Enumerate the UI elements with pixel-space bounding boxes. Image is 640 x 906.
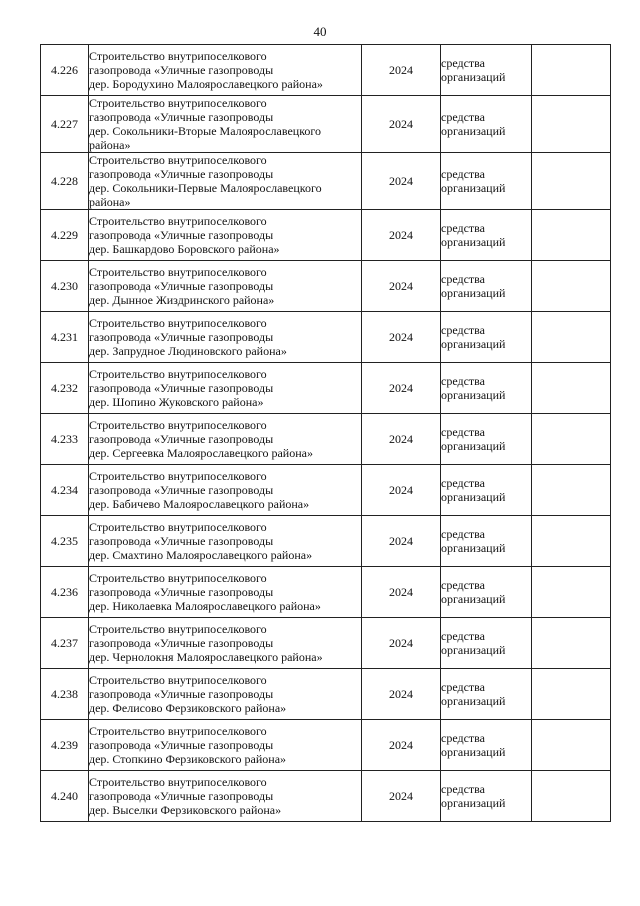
row-number: 4.237 bbox=[41, 618, 89, 669]
table-row bbox=[41, 96, 611, 153]
project-description bbox=[89, 618, 362, 669]
description-line: Строительство внутрипоселкового bbox=[89, 265, 267, 279]
description-line: Строительство внутрипоселкового bbox=[89, 520, 267, 534]
funding-source-line: средства bbox=[441, 782, 486, 796]
empty-cell bbox=[532, 210, 611, 261]
funding-source-line: средства bbox=[441, 323, 486, 337]
project-description bbox=[89, 771, 362, 822]
description-line: дер. Бабичево Малоярославецкого района» bbox=[89, 497, 310, 511]
project-description bbox=[89, 96, 362, 153]
year-cell: 2024 bbox=[362, 516, 441, 567]
funding-source-line: средства bbox=[441, 578, 486, 592]
empty-cell bbox=[532, 567, 611, 618]
funding-source bbox=[441, 96, 532, 153]
funding-source-line: средства bbox=[441, 110, 486, 124]
description-line: газопровода «Уличные газопроводы bbox=[89, 738, 274, 752]
empty-cell bbox=[532, 45, 611, 96]
description-line: района» bbox=[89, 195, 131, 209]
year-cell: 2024 bbox=[362, 261, 441, 312]
table-row bbox=[41, 261, 611, 312]
table-body bbox=[41, 45, 611, 822]
table-row bbox=[41, 669, 611, 720]
funding-source-line: организаций bbox=[441, 181, 506, 195]
funding-source-line: средства bbox=[441, 56, 486, 70]
table-row bbox=[41, 312, 611, 363]
description-line: дер. Смахтино Малоярославецкого района» bbox=[89, 548, 313, 562]
description-line: Строительство внутрипоселкового bbox=[89, 367, 267, 381]
description-line: Строительство внутрипоселкового bbox=[89, 724, 267, 738]
description-line: газопровода «Уличные газопроводы bbox=[89, 585, 274, 599]
description-line: Строительство внутрипоселкового bbox=[89, 96, 267, 110]
description-line: Строительство внутрипоселкового bbox=[89, 775, 267, 789]
funding-source bbox=[441, 312, 532, 363]
funding-source-line: организаций bbox=[441, 124, 506, 138]
table-row bbox=[41, 618, 611, 669]
description-line: дер. Чернолокня Малоярославецкого района» bbox=[89, 650, 323, 664]
description-line: газопровода «Уличные газопроводы bbox=[89, 330, 274, 344]
description-line: газопровода «Уличные газопроводы bbox=[89, 534, 274, 548]
year-cell: 2024 bbox=[362, 312, 441, 363]
funding-source bbox=[441, 516, 532, 567]
row-number: 4.232 bbox=[41, 363, 89, 414]
description-line: дер. Шопино Жуковского района» bbox=[89, 395, 264, 409]
funding-source-line: средства bbox=[441, 527, 486, 541]
year-cell: 2024 bbox=[362, 210, 441, 261]
funding-source bbox=[441, 465, 532, 516]
row-number: 4.233 bbox=[41, 414, 89, 465]
funding-source bbox=[441, 720, 532, 771]
year-cell: 2024 bbox=[362, 465, 441, 516]
funding-source-line: средства bbox=[441, 374, 486, 388]
funding-source-line: организаций bbox=[441, 796, 506, 810]
table-row bbox=[41, 210, 611, 261]
empty-cell bbox=[532, 153, 611, 210]
empty-cell bbox=[532, 771, 611, 822]
project-description bbox=[89, 261, 362, 312]
funding-source-line: организаций bbox=[441, 286, 506, 300]
empty-cell bbox=[532, 465, 611, 516]
row-number: 4.240 bbox=[41, 771, 89, 822]
empty-cell bbox=[532, 363, 611, 414]
table-row bbox=[41, 771, 611, 822]
description-line: дер. Бородухино Малоярославецкого района» bbox=[89, 77, 323, 91]
row-number: 4.231 bbox=[41, 312, 89, 363]
empty-cell bbox=[532, 96, 611, 153]
table-row bbox=[41, 363, 611, 414]
description-line: дер. Запрудное Людиновского района» bbox=[89, 344, 287, 358]
row-number: 4.227 bbox=[41, 96, 89, 153]
funding-source bbox=[441, 567, 532, 618]
funding-source bbox=[441, 210, 532, 261]
row-number: 4.235 bbox=[41, 516, 89, 567]
table-row bbox=[41, 153, 611, 210]
description-line: Строительство внутрипоселкового bbox=[89, 571, 267, 585]
description-line: газопровода «Уличные газопроводы bbox=[89, 381, 274, 395]
description-line: района» bbox=[89, 138, 131, 152]
empty-cell bbox=[532, 312, 611, 363]
funding-source-line: организаций bbox=[441, 70, 506, 84]
funding-source-line: средства bbox=[441, 731, 486, 745]
funding-source bbox=[441, 363, 532, 414]
row-number: 4.229 bbox=[41, 210, 89, 261]
table-row bbox=[41, 567, 611, 618]
description-line: газопровода «Уличные газопроводы bbox=[89, 483, 274, 497]
row-number: 4.234 bbox=[41, 465, 89, 516]
project-description bbox=[89, 720, 362, 771]
funding-source-line: организаций bbox=[441, 592, 506, 606]
table-row bbox=[41, 45, 611, 96]
funding-source-line: средства bbox=[441, 167, 486, 181]
description-line: газопровода «Уличные газопроводы bbox=[89, 687, 274, 701]
funding-source-line: организаций bbox=[441, 643, 506, 657]
description-line: дер. Башкардово Боровского района» bbox=[89, 242, 280, 256]
year-cell: 2024 bbox=[362, 618, 441, 669]
funding-source bbox=[441, 414, 532, 465]
empty-cell bbox=[532, 414, 611, 465]
description-line: Строительство внутрипоселкового bbox=[89, 49, 267, 63]
project-description bbox=[89, 363, 362, 414]
funding-source bbox=[441, 669, 532, 720]
row-number: 4.230 bbox=[41, 261, 89, 312]
table-row bbox=[41, 414, 611, 465]
funding-source bbox=[441, 771, 532, 822]
table-row bbox=[41, 720, 611, 771]
project-description bbox=[89, 567, 362, 618]
description-line: дер. Стопкино Ферзиковского района» bbox=[89, 752, 287, 766]
description-line: дер. Дынное Жиздринского района» bbox=[89, 293, 275, 307]
project-description bbox=[89, 312, 362, 363]
funding-source-line: организаций bbox=[441, 745, 506, 759]
empty-cell bbox=[532, 669, 611, 720]
table-row bbox=[41, 465, 611, 516]
description-line: дер. Выселки Ферзиковского района» bbox=[89, 803, 282, 817]
year-cell: 2024 bbox=[362, 771, 441, 822]
description-line: газопровода «Уличные газопроводы bbox=[89, 636, 274, 650]
description-line: газопровода «Уличные газопроводы bbox=[89, 279, 274, 293]
description-line: дер. Сергеевка Малоярославецкого района» bbox=[89, 446, 313, 460]
funding-source-line: средства bbox=[441, 680, 486, 694]
row-number: 4.238 bbox=[41, 669, 89, 720]
funding-source-line: организаций bbox=[441, 388, 506, 402]
description-line: газопровода «Уличные газопроводы bbox=[89, 432, 274, 446]
funding-source-line: организаций bbox=[441, 490, 506, 504]
funding-source-line: организаций bbox=[441, 439, 506, 453]
year-cell: 2024 bbox=[362, 363, 441, 414]
funding-source bbox=[441, 618, 532, 669]
empty-cell bbox=[532, 516, 611, 567]
gas-pipeline-table bbox=[40, 44, 611, 822]
funding-source-line: организаций bbox=[441, 694, 506, 708]
description-line: Строительство внутрипоселкового bbox=[89, 316, 267, 330]
description-line: дер. Сокольники-Вторые Малоярославецкого bbox=[89, 124, 322, 138]
row-number: 4.228 bbox=[41, 153, 89, 210]
project-description bbox=[89, 516, 362, 567]
description-line: дер. Фелисово Ферзиковского района» bbox=[89, 701, 287, 715]
year-cell: 2024 bbox=[362, 669, 441, 720]
funding-source-line: средства bbox=[441, 425, 486, 439]
description-line: газопровода «Уличные газопроводы bbox=[89, 789, 274, 803]
row-number: 4.226 bbox=[41, 45, 89, 96]
page-number: 40 bbox=[313, 24, 327, 39]
table-row bbox=[41, 516, 611, 567]
description-line: дер. Сокольники-Первые Малоярославецкого bbox=[89, 181, 322, 195]
year-cell: 2024 bbox=[362, 720, 441, 771]
row-number: 4.239 bbox=[41, 720, 89, 771]
funding-source bbox=[441, 153, 532, 210]
description-line: газопровода «Уличные газопроводы bbox=[89, 63, 274, 77]
description-line: Строительство внутрипоселкового bbox=[89, 214, 267, 228]
description-line: Строительство внутрипоселкового bbox=[89, 418, 267, 432]
funding-source-line: организаций bbox=[441, 337, 506, 351]
description-line: Строительство внутрипоселкового bbox=[89, 153, 267, 167]
empty-cell bbox=[532, 618, 611, 669]
year-cell: 2024 bbox=[362, 414, 441, 465]
funding-source-line: средства bbox=[441, 272, 486, 286]
empty-cell bbox=[532, 720, 611, 771]
description-line: Строительство внутрипоселкового bbox=[89, 622, 267, 636]
description-line: газопровода «Уличные газопроводы bbox=[89, 228, 274, 242]
year-cell: 2024 bbox=[362, 153, 441, 210]
funding-source-line: средства bbox=[441, 221, 486, 235]
project-description bbox=[89, 210, 362, 261]
project-description bbox=[89, 153, 362, 210]
year-cell: 2024 bbox=[362, 96, 441, 153]
project-description bbox=[89, 414, 362, 465]
row-number: 4.236 bbox=[41, 567, 89, 618]
description-line: газопровода «Уличные газопроводы bbox=[89, 110, 274, 124]
description-line: дер. Николаевка Малоярославецкого района» bbox=[89, 599, 321, 613]
project-description bbox=[89, 465, 362, 516]
funding-source-line: организаций bbox=[441, 235, 506, 249]
funding-source bbox=[441, 261, 532, 312]
description-line: газопровода «Уличные газопроводы bbox=[89, 167, 274, 181]
project-description bbox=[89, 45, 362, 96]
description-line: Строительство внутрипоселкового bbox=[89, 469, 267, 483]
funding-source-line: средства bbox=[441, 629, 486, 643]
funding-source-line: организаций bbox=[441, 541, 506, 555]
empty-cell bbox=[532, 261, 611, 312]
description-line: Строительство внутрипоселкового bbox=[89, 673, 267, 687]
year-cell: 2024 bbox=[362, 567, 441, 618]
year-cell: 2024 bbox=[362, 45, 441, 96]
funding-source-line: средства bbox=[441, 476, 486, 490]
project-description bbox=[89, 669, 362, 720]
funding-source bbox=[441, 45, 532, 96]
